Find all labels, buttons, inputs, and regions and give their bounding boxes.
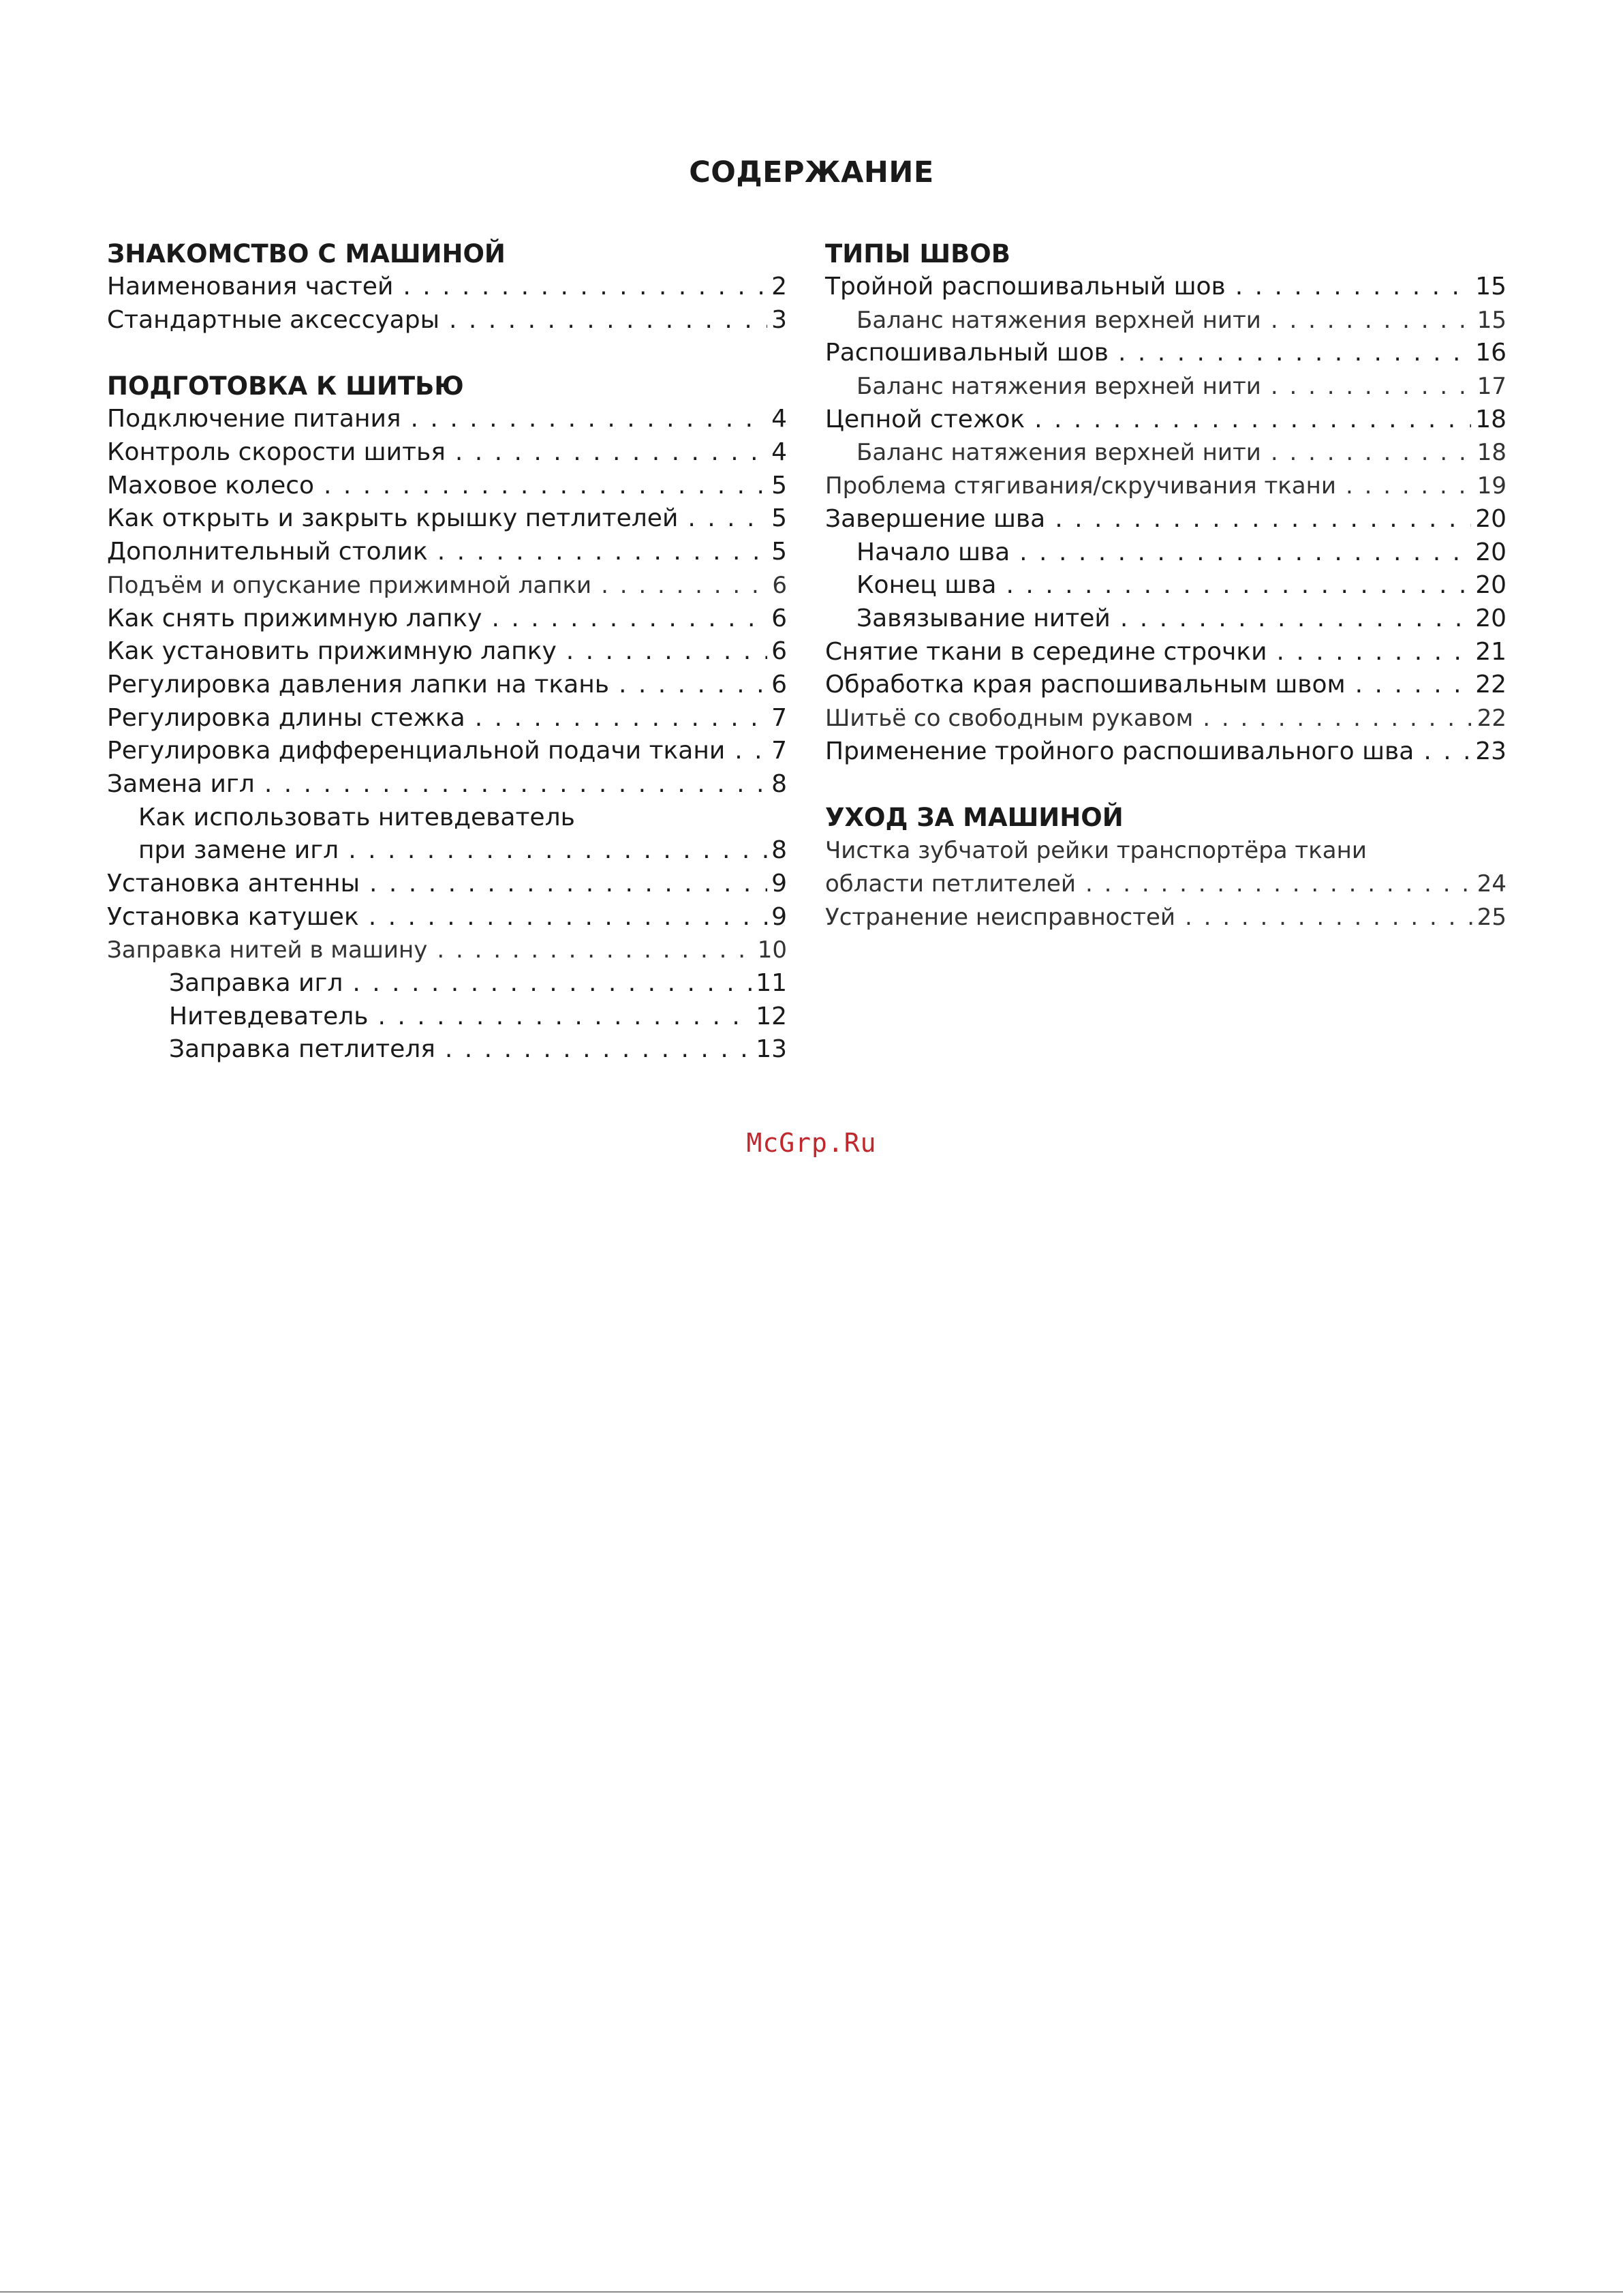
toc-entry-page: 7	[771, 737, 787, 765]
toc-entry-page: 12	[756, 1002, 787, 1030]
dot-leader	[455, 436, 767, 470]
section-heading: ТИПЫ ШВОВ	[825, 239, 1010, 269]
toc-entry[interactable]	[107, 271, 787, 304]
toc-entry-page: 17	[1477, 373, 1506, 401]
toc-entry-page: 6	[771, 604, 787, 632]
toc-entry-label: Стандартные аксессуары	[107, 305, 440, 334]
toc-entry[interactable]	[825, 569, 1506, 602]
toc-entry[interactable]	[107, 669, 787, 702]
dot-leader	[369, 901, 767, 934]
dot-leader	[1034, 403, 1471, 437]
toc-entry-label: Установка антенны	[107, 870, 360, 898]
toc-entry-label: Установка катушек	[107, 902, 359, 931]
toc-entry[interactable]	[825, 834, 1506, 868]
toc-entry-label: Регулировка давления лапки на ткань	[107, 670, 609, 699]
toc-entry-page: 25	[1477, 903, 1506, 931]
toc-entry[interactable]	[107, 967, 787, 1000]
toc-entry[interactable]	[825, 436, 1506, 470]
toc-entry[interactable]	[107, 735, 787, 768]
toc-entry-page: 23	[1475, 737, 1506, 765]
toc-entry[interactable]	[825, 503, 1506, 536]
toc-entry-label: Дополнительный столик	[107, 538, 428, 566]
toc-section	[107, 369, 787, 1067]
toc-entry-label: Заправка петлителя	[169, 1035, 435, 1064]
dot-leader	[1423, 735, 1471, 769]
toc-left-column	[107, 237, 787, 1067]
dot-leader	[1185, 901, 1473, 934]
toc-entry-label: Применение тройного распошивального шва	[825, 737, 1415, 765]
toc-entry-page: 2	[771, 273, 787, 301]
dot-leader	[1118, 337, 1471, 370]
toc-entry-page: 21	[1475, 637, 1506, 666]
dot-leader	[369, 868, 767, 901]
toc-section	[825, 801, 1506, 934]
toc-entry[interactable]	[107, 470, 787, 503]
dot-leader	[566, 635, 767, 669]
toc-entry[interactable]	[825, 735, 1506, 769]
toc-entry-label: Заправка игл	[169, 969, 343, 998]
toc-entry[interactable]	[107, 934, 787, 967]
toc-entry-label: Конец шва	[856, 571, 997, 600]
dot-leader	[491, 602, 767, 636]
toc-entry-label: Проблема стягивания/скручивания ткани	[825, 472, 1336, 500]
dot-leader	[1271, 304, 1473, 337]
toc-entry-page: 18	[1477, 439, 1506, 467]
toc-entry-page: 7	[771, 703, 787, 732]
dot-leader	[437, 934, 753, 967]
toc-entry-label: Распошивальный шов	[825, 339, 1109, 367]
toc-entry-label: Снятие ткани в середине строчки	[825, 637, 1267, 666]
toc-entry[interactable]	[107, 868, 787, 901]
toc-entry-label: Баланс натяжения верхней нити	[856, 439, 1261, 467]
toc-entry[interactable]	[107, 403, 787, 436]
toc-entry-page: 9	[771, 902, 787, 931]
toc-entry[interactable]	[825, 470, 1506, 503]
toc-entry-page: 24	[1477, 870, 1506, 898]
toc-entry[interactable]	[825, 403, 1506, 437]
toc-entry-page: 5	[771, 471, 787, 500]
dot-leader	[1006, 569, 1471, 602]
toc-entry-page: 6	[771, 670, 787, 699]
toc-entry-page: 8	[771, 836, 787, 865]
dot-leader	[324, 470, 767, 503]
dot-leader	[445, 1033, 752, 1067]
toc-entry-page: 9	[771, 870, 787, 898]
dot-leader	[475, 702, 767, 735]
toc-entry-label: Заправка нитей в машину	[107, 936, 428, 964]
toc-entry[interactable]	[825, 636, 1506, 669]
toc-entry[interactable]	[107, 569, 787, 602]
toc-entry-label: Как использовать нитевдеватель	[138, 803, 575, 831]
dot-leader	[735, 735, 767, 768]
dot-leader	[352, 967, 752, 1000]
toc-entry-page: 5	[771, 538, 787, 566]
dot-leader	[403, 271, 767, 304]
toc-entry[interactable]	[107, 304, 787, 337]
dot-leader	[264, 768, 767, 801]
dot-leader	[1271, 436, 1473, 470]
toc-entry-label: Как установить прижимную лапку	[107, 637, 557, 666]
toc-right-column	[825, 237, 1506, 934]
toc-entry-page: 6	[771, 637, 787, 666]
toc-entry[interactable]	[107, 768, 787, 801]
toc-entry-page: 15	[1475, 273, 1506, 301]
toc-entry[interactable]	[107, 801, 787, 835]
dot-leader	[1346, 470, 1473, 503]
toc-entry[interactable]	[825, 536, 1506, 570]
dot-leader	[1120, 602, 1471, 636]
toc-entry-page: 16	[1475, 339, 1506, 367]
toc-entry-label: Завершение шва	[825, 504, 1046, 533]
toc-entry-page: 11	[756, 969, 787, 998]
dot-leader	[601, 569, 768, 602]
toc-entry-label: Подъём и опускание прижимной лапки	[107, 571, 592, 599]
toc-entry[interactable]	[107, 635, 787, 669]
toc-entry[interactable]	[825, 370, 1506, 403]
dot-leader	[348, 834, 767, 868]
toc-entry[interactable]	[107, 436, 787, 470]
toc-entry-label: Завязывание нитей	[856, 604, 1111, 632]
toc-entry-label: Наименования частей	[107, 273, 394, 301]
toc-entry-label: Регулировка длины стежка	[107, 703, 465, 732]
toc-entry[interactable]	[107, 901, 787, 934]
toc-entry[interactable]	[825, 602, 1506, 636]
dot-leader	[1277, 636, 1472, 669]
toc-entry-label: Баланс натяжения верхней нити	[856, 373, 1261, 401]
toc-entry-page: 15	[1477, 306, 1506, 334]
toc-entry-page: 20	[1475, 571, 1506, 600]
dot-leader	[687, 502, 767, 536]
toc-entry-page: 4	[771, 438, 787, 467]
toc-entry-label: Как снять прижимную лапку	[107, 604, 482, 632]
dot-leader	[377, 1000, 752, 1034]
dot-leader	[437, 536, 767, 569]
toc-entry-label: Шитьё со свободным рукавом	[825, 704, 1194, 732]
toc-entry[interactable]	[825, 304, 1506, 337]
toc-entry-page: 5	[771, 504, 787, 533]
toc-entry[interactable]	[107, 1033, 787, 1067]
section-heading: ЗНАКОМСТВО С МАШИНОЙ	[107, 239, 506, 269]
toc-entry[interactable]	[107, 834, 787, 868]
toc-entry-label: Маховое колесо	[107, 471, 315, 500]
toc-entry-page: 4	[771, 405, 787, 433]
toc-entry-label: Баланс натяжения верхней нити	[856, 306, 1261, 334]
dot-leader	[1019, 536, 1471, 570]
toc-entry-page: 6	[772, 571, 787, 599]
section-heading: ПОДГОТОВКА К ШИТЬЮ	[107, 371, 464, 401]
dot-leader	[1271, 370, 1473, 403]
toc-entry-page: 13	[756, 1035, 787, 1064]
toc-entry-label: Тройной распошивальный шов	[825, 273, 1226, 301]
toc-section	[825, 237, 1506, 768]
toc-entry-label: Цепной стежок	[825, 405, 1025, 433]
toc-entry-label: Как открыть и закрыть крышку петлителей	[107, 504, 679, 533]
toc-entry-label: Замена игл	[107, 769, 255, 798]
toc-section	[107, 237, 787, 337]
page-title: СОДЕРЖАНИЕ	[689, 155, 934, 189]
toc-entry[interactable]	[825, 337, 1506, 370]
toc-entry-page: 22	[1475, 671, 1506, 699]
toc-entry[interactable]	[107, 702, 787, 735]
toc-entry-page: 20	[1475, 604, 1506, 632]
toc-entry-page: 3	[771, 305, 787, 334]
toc-entry-page: 22	[1477, 704, 1506, 732]
dot-leader	[1235, 271, 1471, 304]
toc-entry-label: области петлителей	[825, 870, 1076, 898]
toc-entry[interactable]	[825, 271, 1506, 304]
toc-entry[interactable]	[107, 536, 787, 569]
toc-entry-label: при замене игл	[138, 836, 339, 865]
toc-entry-label: Регулировка дифференциальной подачи ткани	[107, 737, 726, 765]
toc-entry[interactable]	[825, 868, 1506, 901]
toc-entry-label: Контроль скорости шитья	[107, 438, 446, 467]
toc-entry-page: 8	[771, 769, 787, 798]
toc-entry-label: Обработка края распошивальным швом	[825, 671, 1346, 699]
toc-entry[interactable]	[825, 702, 1506, 735]
toc-entry-label: Подключение питания	[107, 405, 401, 433]
dot-leader	[619, 669, 767, 702]
toc-entry-page: 19	[1477, 472, 1506, 500]
dot-leader	[449, 304, 767, 337]
dot-leader	[1203, 702, 1473, 735]
toc-entry[interactable]	[107, 602, 787, 636]
watermark-text[interactable]: McGrp.Ru	[746, 1128, 877, 1158]
section-heading: УХОД ЗА МАШИНОЙ	[825, 803, 1124, 833]
toc-entry-page: 20	[1475, 504, 1506, 533]
dot-leader	[1055, 503, 1471, 536]
toc-entry-page: 18	[1475, 405, 1506, 433]
toc-entry-label: Нитевдеватель	[169, 1002, 369, 1030]
dot-leader	[1085, 868, 1473, 901]
toc-entry[interactable]	[107, 502, 787, 536]
toc-entry[interactable]	[825, 669, 1506, 702]
toc-entry[interactable]	[825, 901, 1506, 934]
toc-entry[interactable]	[107, 1000, 787, 1034]
dot-leader	[411, 403, 768, 436]
toc-entry-label: Начало шва	[856, 538, 1010, 566]
bottom-divider	[0, 2291, 1623, 2293]
toc-entry-label: Чистка зубчатой рейки транспортёра ткани	[825, 837, 1367, 865]
toc-entry-label: Устранение неисправностей	[825, 903, 1176, 931]
dot-leader	[1355, 669, 1472, 702]
toc-entry-page: 20	[1475, 538, 1506, 566]
toc-entry-page: 10	[757, 936, 787, 964]
